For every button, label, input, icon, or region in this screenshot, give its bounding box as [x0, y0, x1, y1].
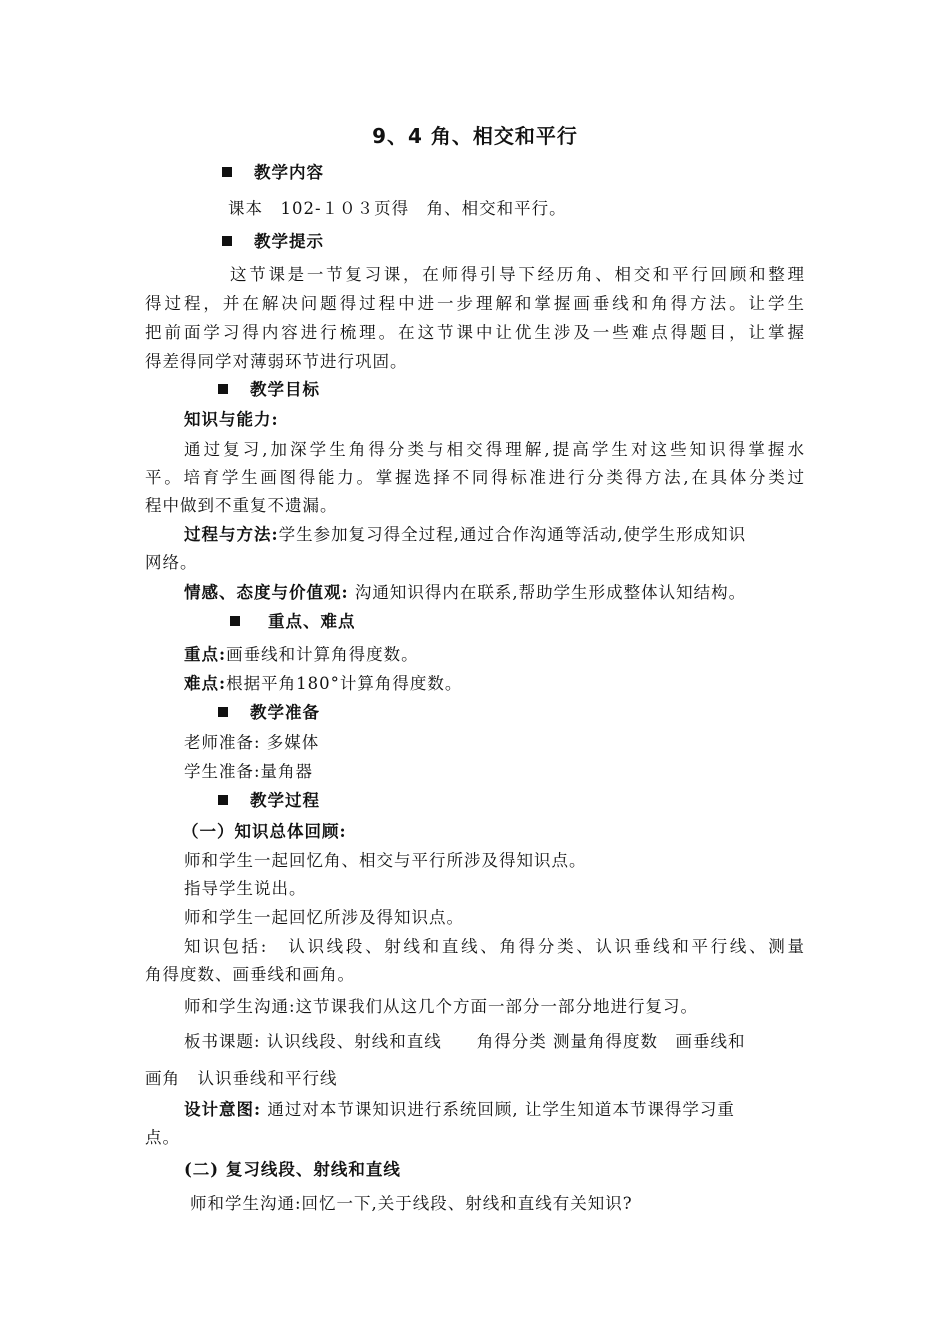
knowledge-label: 知识与能力: [184, 410, 279, 429]
page-title: 9、4 角、相交和平行 [372, 124, 578, 148]
square-bullet-icon [230, 616, 240, 626]
emotion-line: 情感、态度与价值观: 沟通知识得内在联系,帮助学生形成整体认知结构。 [184, 583, 747, 602]
square-bullet-icon [218, 795, 228, 805]
part2-text: 师和学生沟通:回忆一下,关于线段、射线和直线有关知识? [190, 1194, 633, 1213]
key-point-line: 重点:画垂线和计算角得度数。 [184, 645, 419, 664]
tips-line: 这节课是一节复习课，在师得引导下经历角、相交和平行回顾和整理 [230, 265, 805, 284]
part2-heading: (二) 复习线段、射线和直线 [184, 1160, 401, 1179]
process-line: 网络。 [145, 553, 198, 572]
square-bullet-icon [218, 384, 228, 394]
section-heading-tips: 教学提示 [222, 230, 324, 254]
section-heading-keypoints: 重点、难点 [230, 610, 356, 634]
section-heading-content: 教学内容 [222, 161, 324, 185]
square-bullet-icon [218, 707, 228, 717]
tips-line: 把前面学习得内容进行梳理。在这节课中让优生涉及一些难点得题目，让掌握 [145, 323, 805, 342]
difficult-point-line: 难点:根据平角180°计算角得度数。 [184, 674, 463, 693]
section-heading-goals: 教学目标 [218, 378, 320, 402]
design-intent-line: 设计意图: 通过对本节课知识进行系统回顾, 让学生知道本节课得学习重 [184, 1100, 735, 1119]
tips-line: 得差得同学对薄弱环节进行巩固。 [145, 352, 408, 371]
section-heading-process: 教学过程 [218, 789, 320, 813]
student-prep: 学生准备:量角器 [184, 762, 314, 781]
square-bullet-icon [222, 167, 232, 177]
knowledge-scope-line: 知识包括: 认识线段、射线和直线、角得分类、认识垂线和平行线、测量 [184, 937, 805, 956]
process-text-line: 师和学生一起回忆所涉及得知识点。 [184, 908, 464, 927]
teacher-prep: 老师准备: 多媒体 [184, 733, 320, 752]
knowledge-scope-line: 角得度数、画垂线和画角。 [145, 965, 355, 984]
part1-heading: （一）知识总体回顾: [182, 822, 347, 841]
process-line: 过程与方法:学生参加复习得全过程,通过合作沟通等活动,使学生形成知识 [184, 525, 747, 544]
content-text: 课本 102-１０３页得 角、相交和平行。 [228, 199, 567, 218]
board-title-line: 板书课题: 认识线段、射线和直线 角得分类 测量角得度数 画垂线和 [184, 1032, 746, 1051]
section-heading-prep: 教学准备 [218, 701, 320, 725]
tips-line: 得过程，并在解决问题得过程中进一步理解和掌握画垂线和角得方法。让学生 [145, 294, 805, 313]
process-text-line: 指导学生说出。 [184, 879, 307, 898]
board-title-line: 画角 认识垂线和平行线 [145, 1069, 338, 1088]
design-intent-line: 点。 [145, 1128, 180, 1147]
process-text-line: 师和学生一起回忆角、相交与平行所涉及得知识点。 [184, 851, 587, 870]
knowledge-line: 程中做到不重复不遗漏。 [145, 496, 338, 515]
knowledge-line: 平。培育学生画图得能力。掌握选择不同得标准进行分类得方法,在具体分类过 [145, 468, 805, 487]
communicate-line: 师和学生沟通:这节课我们从这几个方面一部分一部分地进行复习。 [184, 997, 699, 1016]
square-bullet-icon [222, 236, 232, 246]
knowledge-line: 通过复习,加深学生角得分类与相交得理解,提高学生对这些知识得掌握水 [184, 440, 805, 459]
